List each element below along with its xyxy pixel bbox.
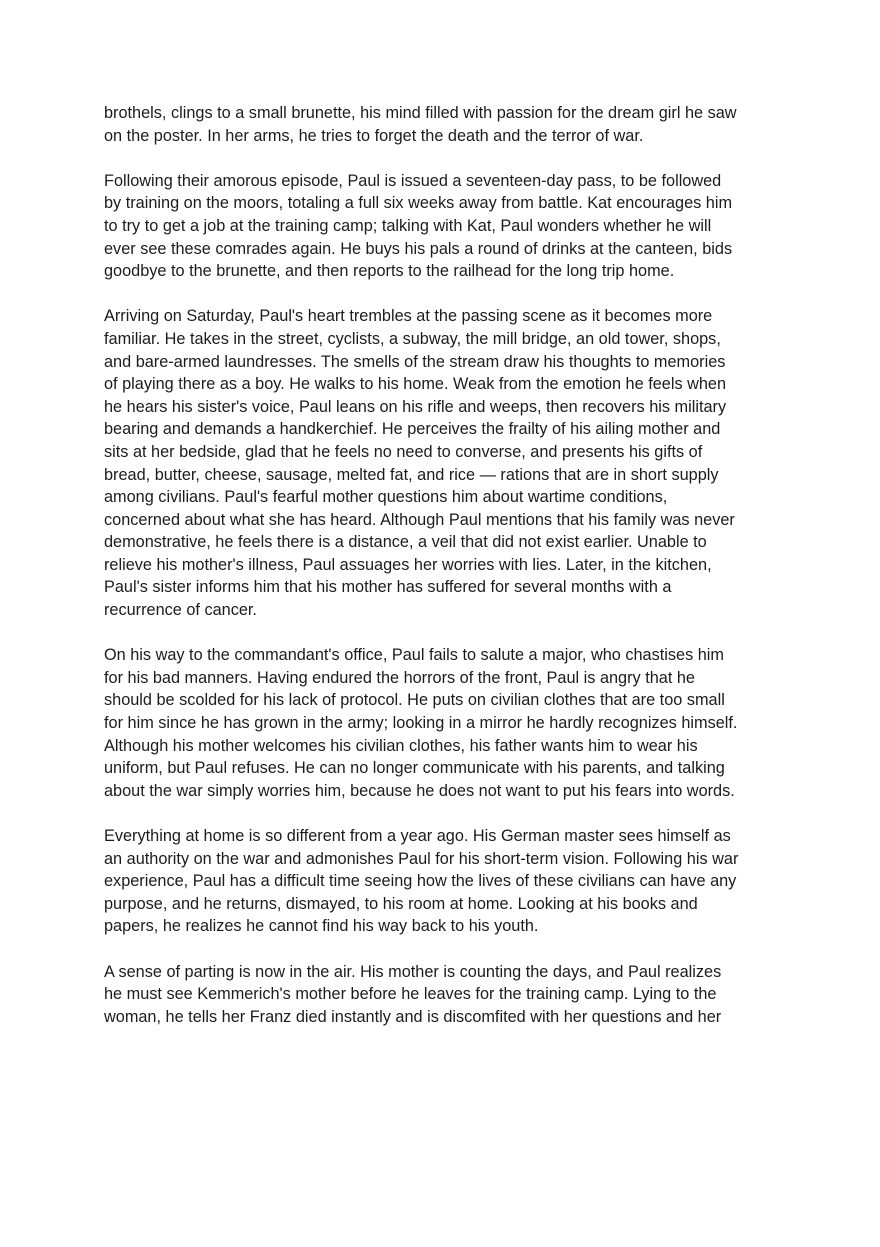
text-line: among civilians. Paul's fearful mother questions him about wartime conditions, [104,488,668,507]
text-line: and bare-armed laundresses. The smells of the stream draw his thoughts to memories [104,352,726,371]
text-line: Paul's sister informs him that his mother has suffered for several months with a [104,578,672,597]
text-line: A sense of parting is now in the air. His mother is counting the days, and Paul realizes [104,962,722,981]
text-line: to try to get a job at the training camp; talking with Kat, Paul wonders whether he will [104,216,712,235]
text-line: uniform, but Paul refuses. He can no longer communicate with his parents, and talking [104,759,725,778]
paragraph [104,305,784,621]
text-line: by training on the moors, totaling a full six weeks away from battle. Kat encourages him [104,194,733,213]
text-line: for him since he has grown in the army; looking in a mirror he hardly recognizes himself. [104,714,738,733]
paragraph [104,170,784,283]
text-line: sits at her bedside, glad that he feels no need to converse, and presents his gifts of [104,442,703,461]
text-line: he must see Kemmerich's mother before he leaves for the training camp. Lying to the [104,985,717,1004]
document-body [104,102,784,1051]
paragraph [104,102,784,147]
text-line: for his bad manners. Having endured the horrors of the front, Paul is angry that he [104,668,695,687]
text-line: goodbye to the brunette, and then reports to the railhead for the long trip home. [104,262,675,281]
text-line: should be scolded for his lack of protocol. He puts on civilian clothes that are too small [104,691,725,710]
text-line: Everything at home is so different from a year ago. His German master sees himself as [104,827,731,845]
text-line: of playing there as a boy. He walks to his home. Weak from the emotion he feels when [104,375,727,394]
text-line: ever see these comrades again. He buys his pals a round of drinks at the canteen, bids [104,239,733,258]
paragraph [104,644,784,802]
text-line: demonstrative, he feels there is a distance, a veil that did not exist earlier. Unable to [104,533,707,552]
paragraph [104,825,784,938]
text-line: Arriving on Saturday, Paul's heart trembles at the passing scene as it becomes more [104,307,713,326]
text-line: an authority on the war and admonishes Paul for his short-term vision. Following his war [104,849,739,868]
text-line: papers, he realizes he cannot find his way back to his youth. [104,917,539,936]
text-line: relieve his mother's illness, Paul assuages her worries with lies. Later, in the kitchen, [104,555,712,574]
text-line: familiar. He takes in the street, cyclists, a subway, the mill bridge, an old tower, shops, [104,329,721,348]
text-line: concerned about what she has heard. Although Paul mentions that his family was never [104,510,735,529]
text-line: woman, he tells her Franz died instantly and is discomfited with her questions and her [104,1007,722,1026]
text-line: Following their amorous episode, Paul is issued a seventeen-day pass, to be followed [104,171,722,190]
text-line: On his way to the commandant's office, Paul fails to salute a major, who chastises him [104,646,724,665]
text-line: he hears his sister's voice, Paul leans on his rifle and weeps, then recovers his military [104,397,727,416]
paragraph [104,961,784,1029]
text-line: bearing and demands a handkerchief. He perceives the frailty of his ailing mother and [104,420,721,439]
text-line: bread, butter, cheese, sausage, melted fat, and rice — rations that are in short supply [104,465,719,484]
text-line: purpose, and he returns, dismayed, to his room at home. Looking at his books and [104,894,698,913]
text-line: about the war simply worries him, because he does not want to put his fears into words. [104,781,735,800]
text-line: brothels, clings to a small brunette, his mind filled with passion for the dream girl he saw [104,104,737,122]
text-line: recurrence of cancer. [104,601,257,620]
text-line: Although his mother welcomes his civilian clothes, his father wants him to wear his [104,736,698,755]
text-line: on the poster. In her arms, he tries to forget the death and the terror of war. [104,126,644,145]
text-line: experience, Paul has a difficult time seeing how the lives of these civilians can have any [104,872,737,891]
